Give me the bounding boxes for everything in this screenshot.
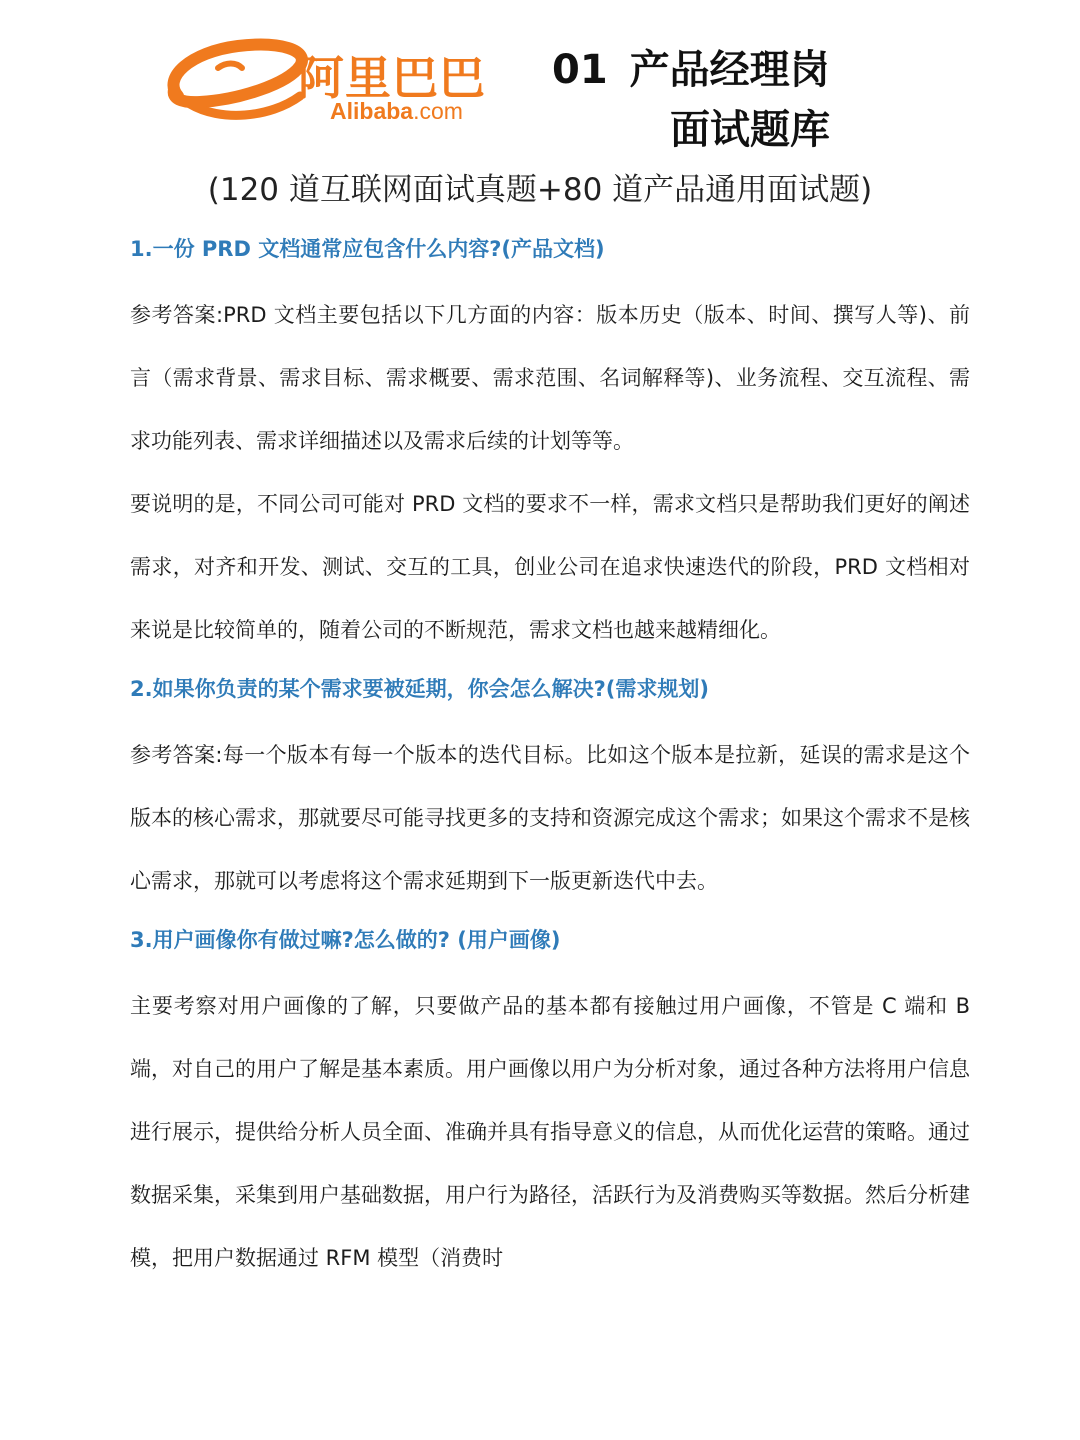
document-subtitle: (120 道互联网面试真题+80 道产品通用面试题)	[207, 172, 873, 208]
document-title-line-1	[552, 38, 830, 95]
answer-paragraph: 参考答案:PRD 文档主要包括以下几方面的内容：版本历史（版本、时间、撰写人等)、前言（需求背景、需求目标、需求概要、需求范围、名词解释等)、业务流程、交互流程、需求功能列表、需求详细描述以及需求后续的计划等等。	[130, 303, 970, 453]
alibaba-logo	[160, 38, 490, 133]
question-title: 1.一份 PRD 文档通常应包含什么内容?(产品文档)	[130, 237, 605, 261]
page-header	[0, 0, 1080, 153]
document-title-text: 产品经理岗	[629, 47, 830, 93]
answer-paragraph: 要说明的是，不同公司可能对 PRD 文档的要求不一样，需求文档只是帮助我们更好的阐述需求，对齐和开发、测试、交互的工具，创业公司在追求快速迭代的阶段，PRD 文档相对来说是比较简单的，随着公司的不断规范，需求文档也越来越精细化。	[130, 492, 970, 642]
answer-paragraph: 参考答案:每一个版本有每一个版本的迭代目标。比如这个版本是拉新，延误的需求是这个版本的核心需求，那就要尽可能寻找更多的支持和资源完成这个需求；如果这个需求不是核心需求，那就可以考虑将这个需求延期到下一版更新迭代中去。	[130, 743, 970, 893]
question-title: 3.用户画像你有做过嘛?怎么做的? (用户画像)	[130, 928, 561, 952]
document-title-line-2: 面试题库	[670, 107, 830, 153]
answer-paragraph: 主要考察对用户画像的了解，只要做产品的基本都有接触过用户画像，不管是 C 端和 B 端，对自己的用户了解是基本素质。用户画像以用户为分析对象，通过各种方法将用户信息进行展示，提供给分析人员全面、准确并具有指导意义的信息，从而优化运营的策略。通过数据采集，采集到用户基础数据，用户行为路径，活跃行为及消费购买等数据。然后分析建模，把用户数据通过 RFM 模型（消费时	[130, 994, 970, 1270]
logo-text-en	[330, 98, 463, 125]
question-list	[130, 226, 970, 1290]
question-title: 2.如果你负责的某个需求要被延期，你会怎么解决?(需求规划)	[130, 677, 709, 701]
document-number: 01	[552, 47, 608, 93]
logo-brand-en: Alibaba	[330, 98, 414, 124]
logo-domain-suffix: .com	[413, 98, 463, 124]
logo-text-cn: 阿里巴巴	[298, 51, 486, 105]
